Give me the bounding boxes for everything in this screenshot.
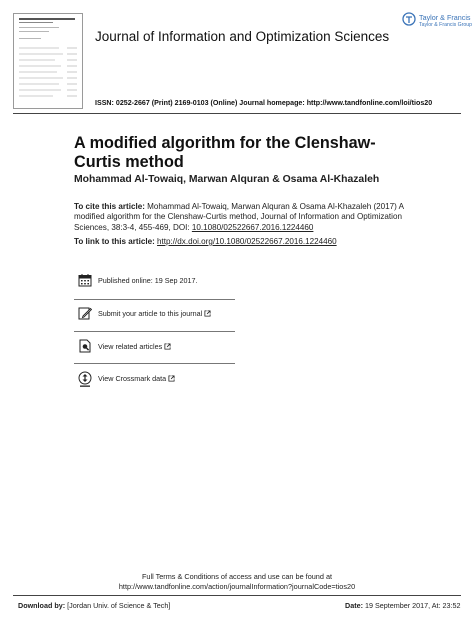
related-articles-row[interactable] [74, 334, 235, 362]
terms-url[interactable]: http://www.tandfonline.com/action/journalInformation?journalCode=tios20 [118, 581, 356, 591]
edit-icon [78, 306, 92, 320]
header-divider [13, 113, 461, 114]
citation-text: Mohammad Al-Towaiq, Marwan Alquran & Osama Al-Khazaleh (2017) A modified algorithm for the Clenshaw-Curtis method, Journal of Information and Optimization Sciences, 38:3-4, 455-469, DOI: [74, 202, 404, 232]
submit-article-link[interactable] [98, 309, 211, 318]
downloaded-by [18, 601, 170, 610]
publisher-name: Taylor & Francis [419, 13, 471, 22]
crossmark-label: View Crossmark data [98, 374, 167, 383]
publisher-group: Taylor & Francis Group [419, 22, 473, 28]
footer-divider [13, 595, 461, 596]
search-icon [78, 339, 92, 353]
divider [74, 299, 235, 300]
crossmark-link[interactable] [98, 374, 175, 383]
downloaded-by-value: [Jordan Univ. of Science & Tech] [67, 601, 171, 610]
citation-doi-link[interactable]: 10.1080/02522667.2016.1224460 [191, 222, 314, 232]
journal-cover-thumbnail [13, 13, 83, 109]
submit-article-label: Submit your article to this journal [98, 309, 203, 318]
article-doi-url[interactable]: http://dx.doi.org/10.1080/02522667.2016.1224460 [157, 237, 337, 246]
downloaded-by-label: Download by: [18, 601, 66, 610]
citation-label: To cite this article: [74, 202, 145, 211]
published-online-text: Published online: 19 Sep 2017. [98, 276, 198, 285]
publisher-logo-icon [402, 12, 416, 26]
terms-line-1: Full Terms & Conditions of access and use can be found at [141, 572, 333, 581]
submit-article-row[interactable] [74, 301, 235, 329]
download-date-value: 19 September 2017, At: 23:52 [364, 601, 461, 610]
citation-block [74, 202, 404, 233]
download-date [345, 601, 461, 610]
calendar-icon [78, 273, 92, 287]
divider [74, 363, 235, 364]
issn-line[interactable]: ISSN: 0252-2667 (Print) 2169-0103 (Online) Journal homepage: http://www.tandfonline.com/loi/tios20 [95, 99, 433, 107]
crossmark-icon [78, 371, 92, 388]
crossmark-row[interactable] [74, 366, 235, 396]
article-link-line [74, 237, 337, 246]
external-link-icon [164, 343, 171, 350]
publisher-logo [402, 10, 473, 34]
related-articles-label: View related articles [98, 342, 163, 351]
article-authors: Mohammad Al-Towaiq, Marwan Alquran & Osama Al-Khazaleh [74, 174, 380, 185]
download-date-label: Date: [345, 601, 363, 610]
article-link-label: To link to this article: [74, 237, 155, 246]
terms-notice [0, 572, 474, 591]
published-online-row [74, 268, 235, 296]
divider [74, 331, 235, 332]
related-articles-link[interactable] [98, 342, 171, 351]
external-link-icon [204, 310, 211, 317]
external-link-icon [168, 375, 175, 382]
journal-title: Journal of Information and Optimization Sciences [95, 29, 390, 44]
article-title: A modified algorithm for the Clenshaw-Curtis method [74, 134, 376, 171]
